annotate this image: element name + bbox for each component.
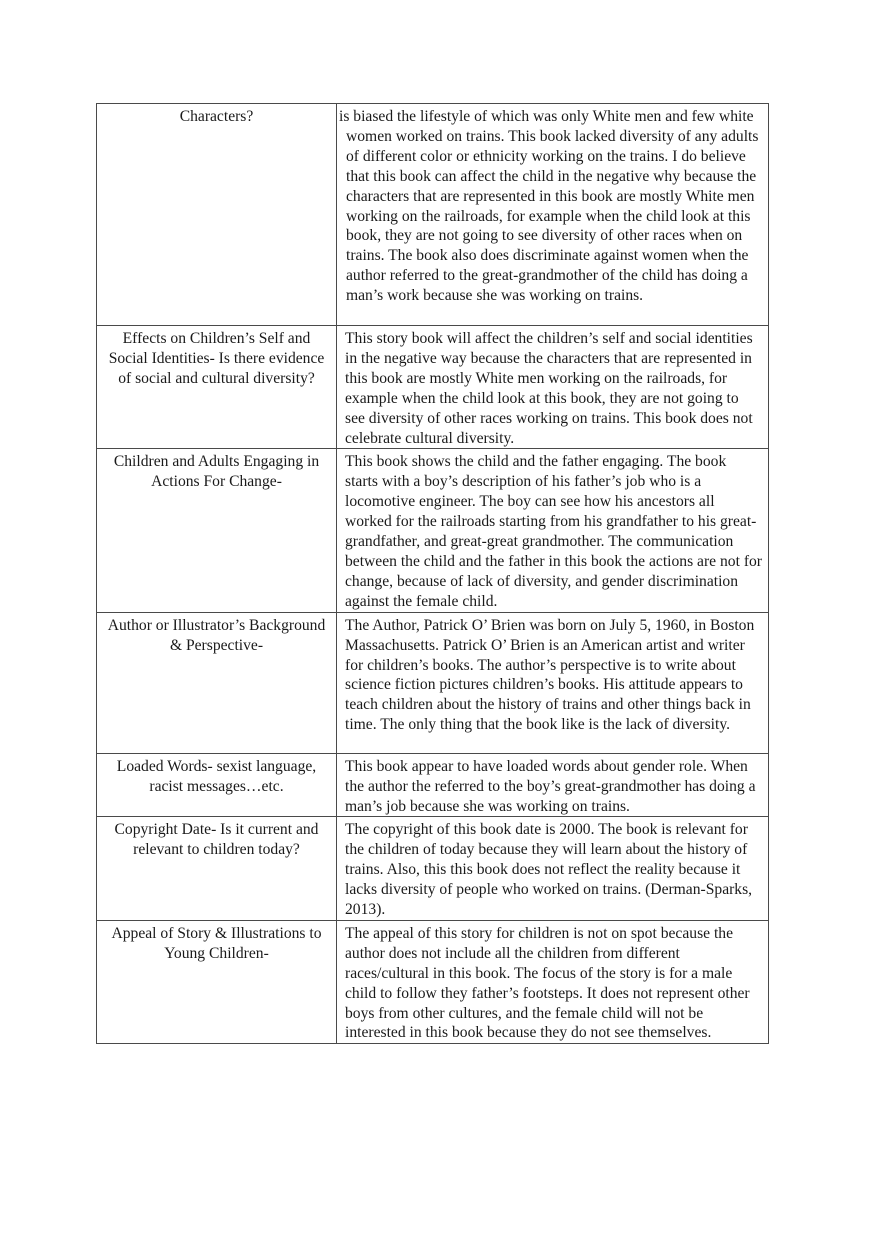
table-row [97,817,769,921]
table-row [97,326,769,449]
criterion-cell: Characters? [97,104,337,326]
table-row [97,753,769,817]
table-row [97,104,769,326]
response-cell: This book appear to have loaded words about gender role. When the author the referred to the boy’s great-grandmother has doing a man’s job because she was working on trains. [337,753,769,817]
response-cell: The Author, Patrick O’ Brien was born on July 5, 1960, in Boston Massachusetts. Patrick O’ Brien is an American artist and writer for children’s books. The author’s perspective is to write about science fiction pictures children’s books. His attitude appears to teach children about the history of trains and other things back in time. The only thing that the book like is the lack of diversity. [337,612,769,753]
response-cell: The copyright of this book date is 2000. The book is relevant for the children of today because they will learn about the history of trains. Also, this this book does not reflect the reality because it lacks diversity of people who worked on trains. (Derman-Sparks, 2013). [337,817,769,921]
criterion-cell: Children and Adults Engaging in Actions For Change- [97,449,337,612]
table-row [97,449,769,612]
table-row [97,920,769,1043]
response-cell: The appeal of this story for children is not on spot because the author does not include all the children from different races/cultural in this book. The focus of the story is for a male child to follow they father’s footsteps. It does not represent other boys from other cultures, and the female child will not be interested in this book because they do not see themselves. [337,920,769,1043]
criterion-cell: Appeal of Story & Illustrations to Young Children- [97,920,337,1043]
criterion-cell: Effects on Children’s Self and Social Identities- Is there evidence of social and cultural diversity? [97,326,337,449]
table-row [97,612,769,753]
response-cell: This book shows the child and the father engaging. The book starts with a boy’s description of his father’s job who is a locomotive engineer. The boy can see how his ancestors all worked for the railroads starting from his grandfather to his great-grandfather, and great-great grandmother. The communication between the child and the father in this book the actions are not for change, because of lack of diversity, and gender discrimination against the female child. [337,449,769,612]
response-text: is biased the lifestyle of which was only White men and few white women worked on trains. This book lacked diversity of any adults of different color or ethnicity working on the trains. I do believe that this book can affect the child in the negative why because the characters that are represented in this book are mostly White men working on the railroads, for example when the child look at this book, they are not going to see diversity of other races when on trains. The book also does discriminate against women when the author referred to the great-grandmother of the child has doing a man’s work because she was working on trains. [339,108,759,305]
response-cell: This story book will affect the children’s self and social identities in the negative way because the characters that are represented in this book are mostly White men working on the railroads, for example when the child look at this book, they are not going to see diversity of other races working on trains. This book does not celebrate cultural diversity. [337,326,769,449]
book-evaluation-table [96,103,769,1044]
criterion-cell: Copyright Date- Is it current and relevant to children today? [97,817,337,921]
response-cell [337,104,769,326]
criterion-cell: Loaded Words- sexist language, racist messages…etc. [97,753,337,817]
criterion-cell: Author or Illustrator’s Background & Perspective- [97,612,337,753]
